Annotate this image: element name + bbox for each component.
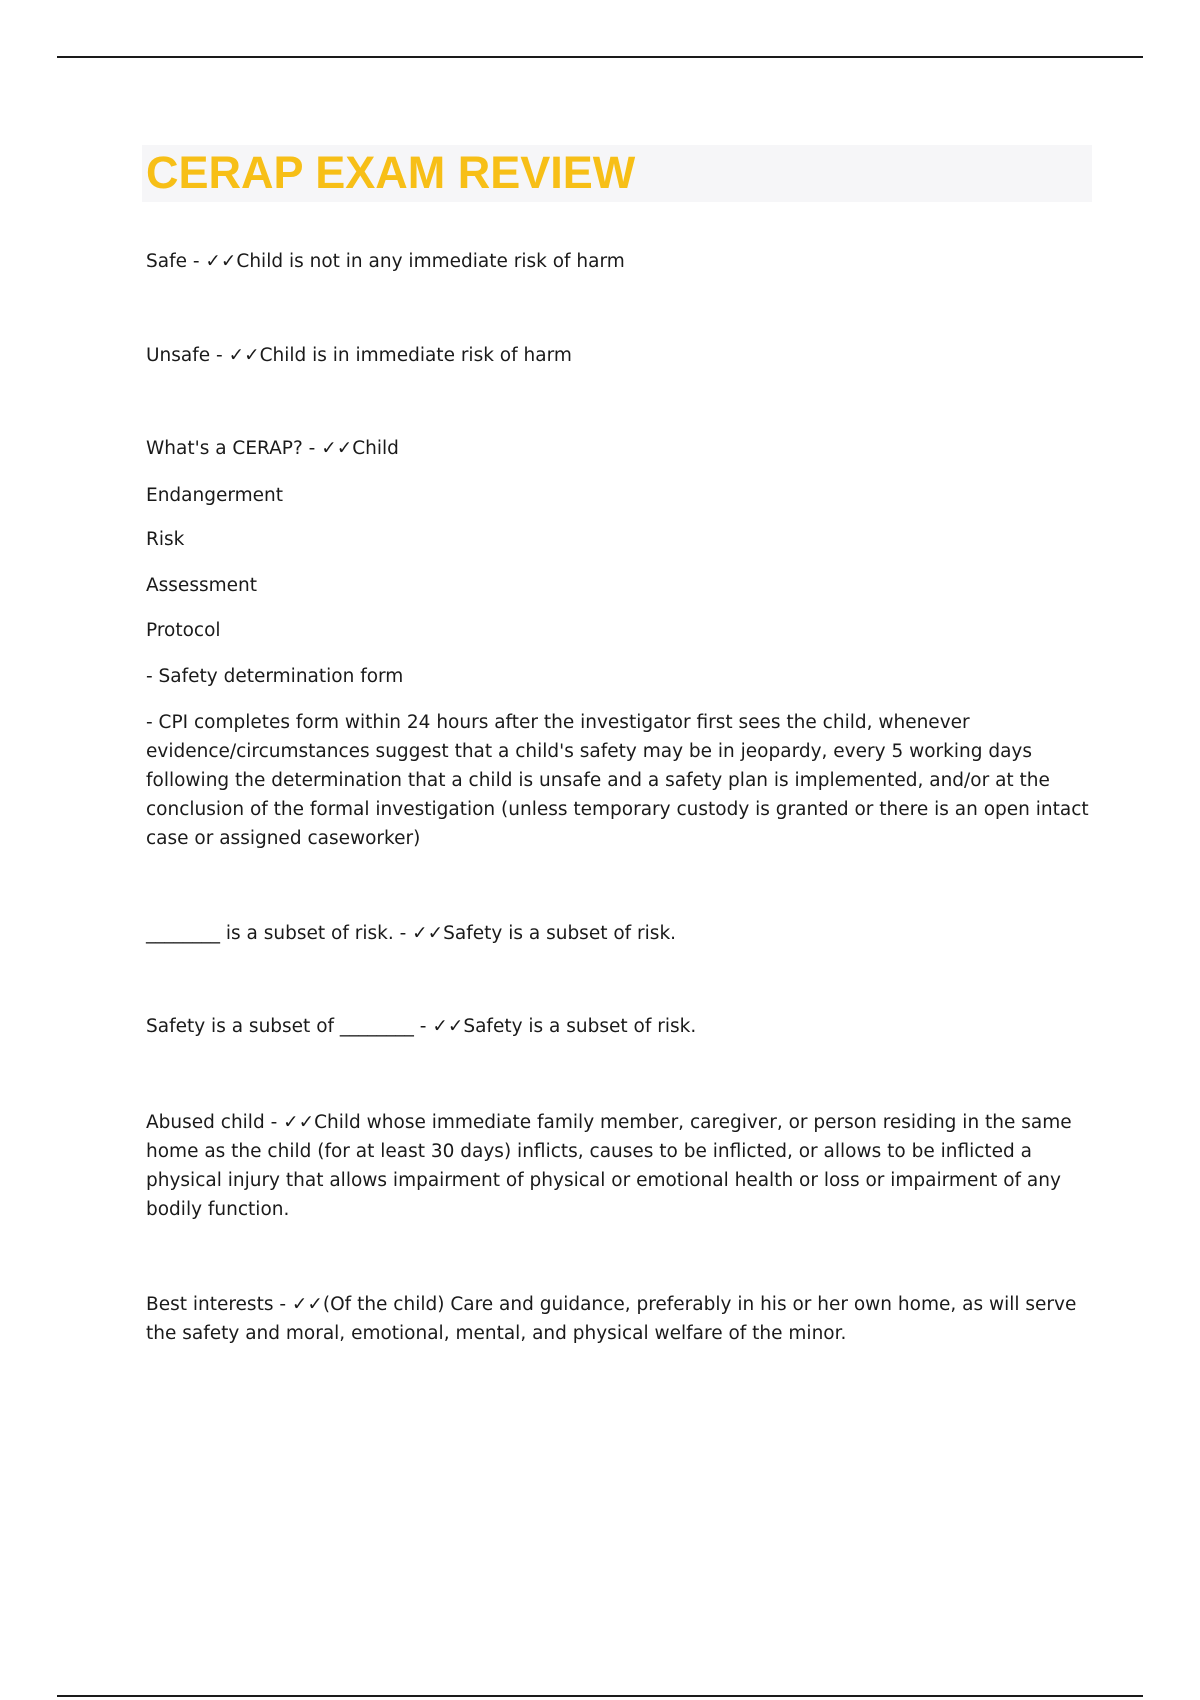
- entry-cpi-completes: - CPI completes form within 24 hours after the investigator first sees the child, whenever evidence/circumstances suggest that a child's safety may be in jeopardy, every 5 working days following the determination that a child is unsafe and a safety plan is implemented, and/or at the conclusion of the formal investigation (unless temporary custody is granted or there is an open intact case or assigned caseworker): [146, 712, 1089, 849]
- entry-whats-cerap: What's a CERAP? - ✓✓Child: [146, 438, 399, 459]
- entry-assessment: Assessment: [146, 575, 257, 596]
- entry-subset-question-1: ________ is a subset of risk. - ✓✓Safety is a subset of risk.: [146, 923, 677, 944]
- entry-abused-child: Abused child - ✓✓Child whose immediate family member, caregiver, or person residing in the same home as the child (for at least 30 days) inflicts, causes to be inflicted, or allows to be inflicted a physical injury that allows impairment of physical or emotional health or loss or impairment of any bodily function.: [146, 1112, 1072, 1220]
- entry-endangerment: Endangerment: [146, 485, 284, 506]
- entry-safety-form: - Safety determination form: [146, 666, 404, 687]
- page-title: CERAP EXAM REVIEW: [146, 147, 636, 198]
- entry-best-interests: Best interests - ✓✓(Of the child) Care and guidance, preferably in his or her own home, as will serve the safety and moral, emotional, mental, and physical welfare of the minor.: [146, 1294, 1077, 1344]
- entry-unsafe: Unsafe - ✓✓Child is in immediate risk of harm: [146, 345, 572, 366]
- top-rule: [57, 56, 1143, 58]
- entry-risk: Risk: [146, 529, 185, 550]
- entry-protocol: Protocol: [146, 620, 221, 641]
- bottom-rule: [57, 1695, 1143, 1697]
- entry-subset-question-2: Safety is a subset of ________ - ✓✓Safety is a subset of risk.: [146, 1016, 697, 1037]
- entry-safe: Safe - ✓✓Child is not in any immediate risk of harm: [146, 251, 625, 272]
